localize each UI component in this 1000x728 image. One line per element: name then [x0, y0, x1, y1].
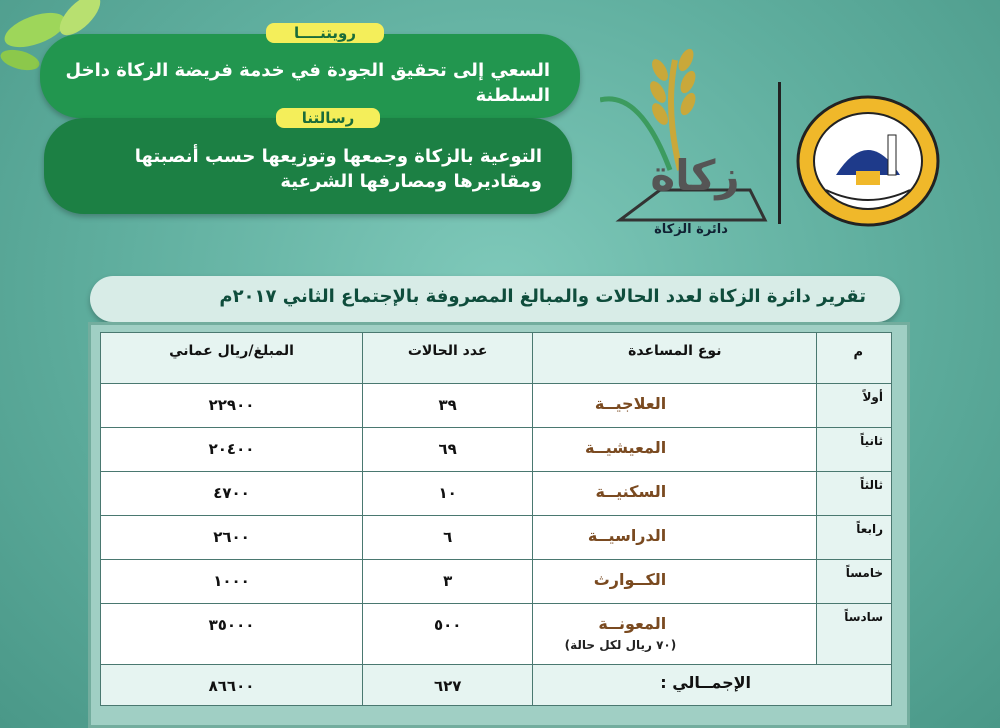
- row-rank: أولاً: [817, 384, 892, 428]
- report-title: تقرير دائرة الزكاة لعدد الحالات والمبالغ المصروفة بالإجتماع الثاني ٢٠١٧م: [219, 286, 866, 307]
- total-count: ٦٢٧: [363, 665, 533, 706]
- table-row: [101, 516, 892, 560]
- table-row: [101, 428, 892, 472]
- row-amount: ٤٧٠٠: [101, 472, 363, 516]
- row-count: ٣: [363, 560, 533, 604]
- row-amount: ١٠٠٠: [101, 560, 363, 604]
- row-rank: سادساً: [817, 604, 892, 665]
- table-row: [101, 472, 892, 516]
- table-row: [101, 560, 892, 604]
- ministry-emblem: [796, 95, 940, 227]
- row-rank: ثانياً: [817, 428, 892, 472]
- zakat-logo-word: زكاة: [650, 151, 740, 200]
- row-rank: ثالثاً: [817, 472, 892, 516]
- vision-banner: [40, 34, 580, 118]
- row-amount: ٣٥٠٠٠: [101, 604, 363, 665]
- row-rank: خامساً: [817, 560, 892, 604]
- row-type: العلاجيــة: [533, 384, 817, 428]
- logo-divider: [778, 82, 781, 224]
- total-amount: ٨٦٦٠٠: [101, 665, 363, 706]
- row-count: ٦: [363, 516, 533, 560]
- row-amount: ٢٠٤٠٠: [101, 428, 363, 472]
- mission-tag: رسالتنا: [276, 108, 380, 128]
- table-total-row: [101, 665, 892, 706]
- row-amount: ٢٢٩٠٠: [101, 384, 363, 428]
- mission-text: التوعية بالزكاة وجمعها وتوزيعها حسب أنصبتها ومقاديرها ومصارفها الشرعية: [134, 146, 542, 192]
- row-rank: رابعاً: [817, 516, 892, 560]
- header-type: نوع المساعدة: [533, 333, 817, 384]
- vision-text: السعي إلى تحقيق الجودة في خدمة فريضة الزكاة داخل السلطنة: [65, 60, 550, 106]
- report-title-bar: [90, 276, 900, 322]
- table-row: [101, 384, 892, 428]
- zakat-report-table: [100, 332, 892, 706]
- table-row: [101, 604, 892, 665]
- row-count: ٥٠٠: [363, 604, 533, 665]
- logo-caption: دائرة الزكاة: [654, 222, 728, 237]
- vision-tag: رويتنــــا: [266, 23, 384, 43]
- table-header-row: [101, 333, 892, 384]
- total-label-cell: الإجمــالي :: [533, 665, 892, 706]
- row-count: ٦٩: [363, 428, 533, 472]
- row-type: الكــوارث: [533, 560, 817, 604]
- header-index: م: [817, 333, 892, 384]
- row-type: المعيشيــة: [533, 428, 817, 472]
- row-type: السكنيــة: [533, 472, 817, 516]
- row-type: المعونــة (٧٠ ريال لكل حالة): [533, 604, 817, 665]
- row-amount: ٢٦٠٠: [101, 516, 363, 560]
- row-count: ٣٩: [363, 384, 533, 428]
- row-count: ١٠: [363, 472, 533, 516]
- header-count: عدد الحالات: [363, 333, 533, 384]
- mission-banner: [44, 118, 572, 214]
- row-type-note: (٧٠ ريال لكل حالة): [564, 638, 677, 652]
- row-type: الدراسيــة: [533, 516, 817, 560]
- header-amount: المبلغ/ريال عماني: [101, 333, 363, 384]
